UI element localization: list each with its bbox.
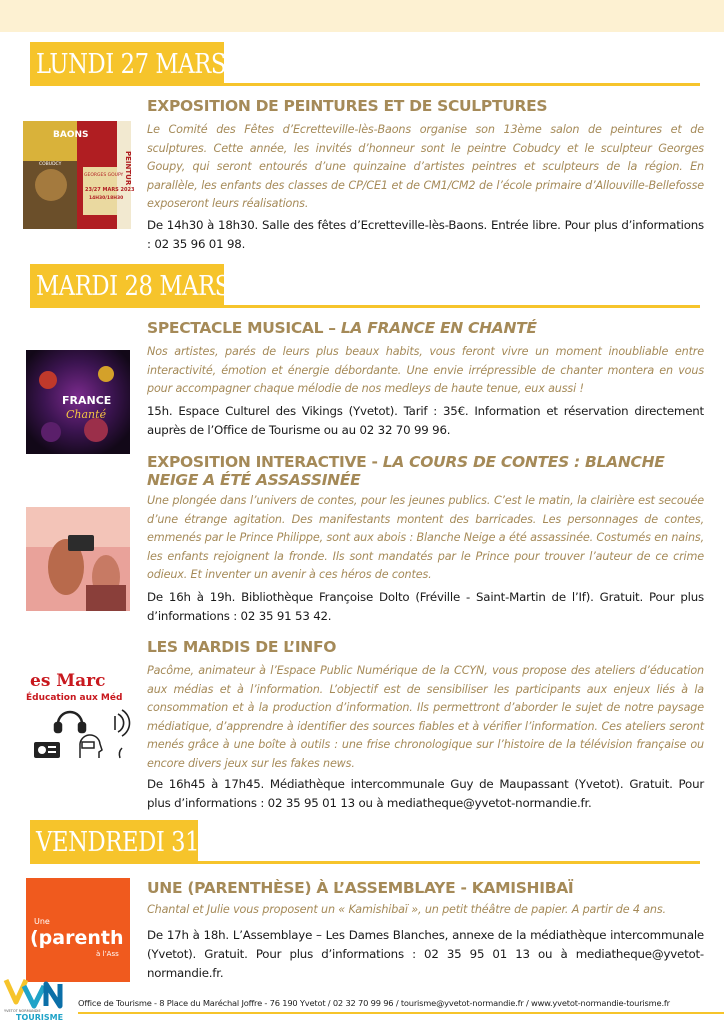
parenthese-logo (26, 878, 130, 982)
day-divider (224, 305, 700, 308)
day-divider (198, 861, 700, 864)
event-title-em: LA COURS DE CONTES : BLANCHE NEIGE A ÉTÉ ASSASSINÉE (147, 453, 665, 489)
parenthese-small-top: Une (34, 917, 50, 926)
event-title-prefix: EXPOSITION INTERACTIVE - (147, 453, 383, 471)
event-info: De 17h à 18h. L’Assemblaye – Les Dames Blanches, annexe de la médiathèque intercommunale (Yvetot). Gratuit. Pour plus d’informations : 02 35 95 01 13 ou à mediatheque@yvetot-normandie.fr. (147, 928, 704, 980)
event-info: De 14h30 à 18h30. Salle des fêtes d’Ecretteville-lès-Baons. Entrée libre. Pour plus d’informations : 02 35 96 01 98. (147, 218, 704, 251)
poster-text-side: PEINTUR (124, 151, 132, 186)
event-info: De 16h à 19h. Bibliothèque Françoise Dolto (Fréville - Saint-Martin de l’If). Gratuit. Pour plus d’informations : 02 35 91 53 42. (147, 590, 704, 623)
day-label: LUNDI 27 MARS (36, 48, 226, 80)
france-chante-line1: FRANCE (62, 394, 112, 407)
poster-text-small: COBUDCY (39, 162, 62, 167)
event-title (147, 879, 573, 897)
poster-text-top: BAONS (53, 130, 89, 140)
france-chante-image (26, 350, 130, 454)
event-title-text: LES MARDIS DE L’INFO (147, 638, 337, 656)
parenthese-small-bottom: à l’Ass (96, 950, 119, 958)
parenthese-big: (parenth (30, 927, 124, 949)
event-title (147, 97, 547, 115)
day-label: MARDI 28 MARS (36, 270, 230, 302)
day-label: VENDREDI 31 MARS (36, 826, 277, 858)
mardis-info-logo (22, 666, 134, 762)
event-title-em: LA FRANCE EN CHANTÉ (340, 319, 537, 337)
day-banner-vendredi (30, 820, 277, 864)
mardis-logo-line2: Éducation aux Méd (26, 693, 123, 703)
poster-dates: 23/27 MARS 2023 (85, 187, 135, 193)
event-description: Une plongée dans l’univers de contes, pour les jeunes publics. C’est le matin, la clairière est secouée d’une étrange agitation. Des manifestants montent des barricades. Les personnages de contes, emmenés par le Prince Philippe, sont aux abois : Blanche Neige a été assassinée. Costumés en nains, les enfants rejoignent la fronde. Ils sont mandatés par le Prince pour trouver l’auteur de ce crime odieux. Et inventer un avenir à ces héros de contes. (147, 494, 704, 582)
poster-artist: GEORGES GOUPY (84, 173, 124, 178)
event-description: Pacôme, animateur à l’Espace Public Numérique de la CCYN, vous propose des ateliers d’éducation aux médias et à l’information. L’objectif est de sensibiliser les participants aux enjeux liés à la consommation et à la production d’information. Ils permettront d’aborder le sujet de notre paysage médiatique, d’apprendre à identifier des sources fiables et à vérifier l’information. Ces ateliers seront menés grâce à une boîte à outils : une frise chronologique sur l’histoire de la télévision française ou encore divers jeux sur les fakes news. (147, 664, 704, 770)
france-chante-line2: Chanté (66, 408, 107, 421)
tourisme-logo (2, 976, 72, 1022)
event-description: Le Comité des Fêtes d’Ecretteville-lès-Baons organise son 13ème salon de peintures et de sculptures. Cette année, les invités d’honneur sont le peintre Cobudcy et le sculpteur Georges Goupy, qui seront entourés d’une quinzaine d’artistes peintres et sculpteurs de la région. En parallèle, les enfants des classes de CP/CE1 et de CM1/CM2 de l’école primaire d’Allouville-Bellefosse exposeront leurs réalisations. (147, 123, 704, 211)
mardis-logo-line1: es Marc (30, 671, 106, 691)
curve-icon (119, 748, 122, 758)
logo-text: TOURISME (16, 1013, 64, 1022)
event-description: Chantal et Julie vous proposent un « Kamishibaï », un petit théâtre de papier. A partir de 4 ans. (147, 903, 666, 916)
radio-icon (34, 742, 60, 758)
day-divider (224, 83, 700, 86)
event-title-text: UNE (PARENTHÈSE) À L’ASSEMBLAYE - KAMISHIBAÏ (147, 879, 574, 897)
event-info: 15h. Espace Culturel des Vikings (Yvetot). Tarif : 35€. Information et réservation directement auprès de l’Office de Tourisme ou au 02 32 70 99 96. (147, 404, 704, 437)
logo-small-text: YVETOT NORMANDIE (4, 1009, 41, 1013)
day-banner-mardi (30, 264, 230, 308)
event-title (147, 638, 336, 656)
event-title (147, 453, 707, 489)
event-description: Nos artistes, parés de leurs plus beaux habits, vous feront vivre un moment inoubliable entre interactivité, émotion et énergie débordante. Une envie irrépressible de chanter montera en vous pour accompagner chaque mélodie de nos medleys de haute tenue, eux aussi ! (147, 345, 704, 396)
poster-hours: 14H30/18H30 (89, 196, 124, 201)
event-title (147, 319, 537, 337)
day-banner-lundi (30, 42, 224, 86)
event-title-text: EXPOSITION DE PEINTURES ET DE SCULPTURES (147, 97, 548, 115)
headphones-icon (55, 712, 85, 732)
wifi-icon (115, 710, 130, 736)
footer-address: Office de Tourisme - 8 Place du Maréchal Joffre - 76 190 Yvetot / 02 32 70 99 96 / tourisme@yvetot-normandie.fr / www.yvetot-normandie-tourisme.fr (78, 998, 670, 1008)
expo-poster-image (23, 121, 135, 229)
fake-head-icon (80, 735, 102, 758)
event-title-prefix: SPECTACLE MUSICAL – (147, 319, 341, 337)
contes-image (26, 507, 130, 611)
footer-divider (78, 1012, 724, 1014)
top-band (0, 0, 724, 32)
event-info: De 16h45 à 17h45. Médiathèque intercommunale Guy de Maupassant (Yvetot). Gratuit. Pour plus d’informations : 02 35 95 01 13 ou à mediatheque@yvetot-normandie.fr. (147, 777, 704, 810)
